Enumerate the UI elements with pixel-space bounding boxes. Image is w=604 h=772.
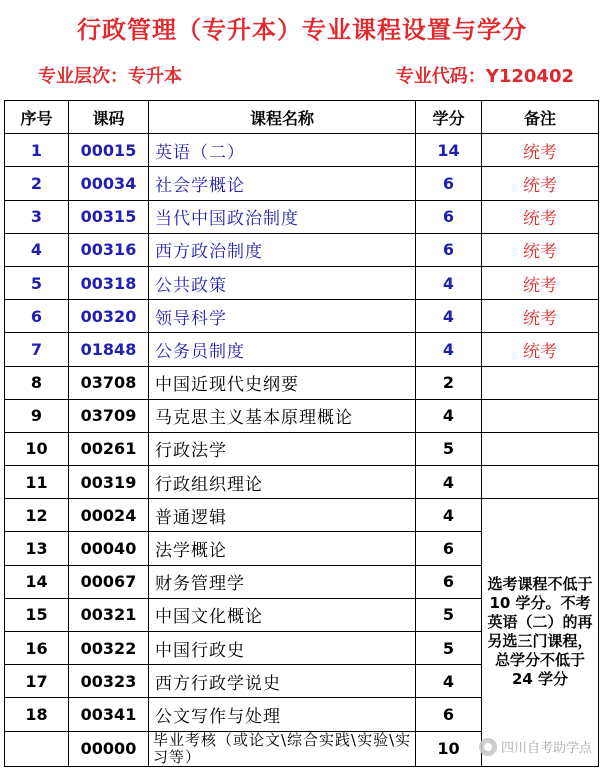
table-row: [5, 466, 599, 499]
watermark: [479, 737, 592, 756]
row-note: [482, 366, 599, 399]
row-credit: 4: [416, 300, 482, 333]
row-credit: 2: [416, 366, 482, 399]
row-note: 统考: [482, 233, 599, 266]
row-credit: 4: [416, 333, 482, 366]
row-name: 中国文化概论: [149, 598, 416, 631]
row-seq: 4: [5, 233, 69, 266]
major-level: 专业层次：专升本: [38, 66, 182, 87]
row-seq: 16: [5, 632, 69, 665]
row-credit: 5: [416, 632, 482, 665]
row-name: 公务员制度: [149, 333, 416, 366]
row-code: 00322: [69, 632, 149, 665]
row-code: 00315: [69, 200, 149, 233]
row-name: 法学概论: [149, 532, 416, 565]
row-seq: 7: [5, 333, 69, 366]
row-credit: 4: [416, 665, 482, 698]
row-name: 西方政治制度: [149, 233, 416, 266]
row-name: 当代中国政治制度: [149, 200, 416, 233]
wechat-icon: [479, 738, 497, 756]
row-name: 行政组织理论: [149, 466, 416, 499]
row-name: 公共政策: [149, 266, 416, 299]
row-name: 英语（二）: [149, 134, 416, 167]
course-table: [4, 100, 599, 767]
row-code: 00319: [69, 466, 149, 499]
row-code: 00040: [69, 532, 149, 565]
table-row: [5, 167, 599, 200]
row-code: 03708: [69, 366, 149, 399]
row-name: 社会学概论: [149, 167, 416, 200]
row-credit: 4: [416, 499, 482, 532]
table-row: [5, 499, 599, 532]
row-code: 00067: [69, 565, 149, 598]
row-code: 00024: [69, 499, 149, 532]
row-seq: 10: [5, 432, 69, 465]
row-seq: 17: [5, 665, 69, 698]
row-name: 普通逻辑: [149, 499, 416, 532]
row-code: 00034: [69, 167, 149, 200]
row-seq: 9: [5, 399, 69, 432]
row-code: 00341: [69, 698, 149, 731]
row-seq: 6: [5, 300, 69, 333]
header-name: 课程名称: [149, 101, 416, 134]
row-name: 中国近现代史纲要: [149, 366, 416, 399]
table-row: [5, 333, 599, 366]
row-code: 03709: [69, 399, 149, 432]
row-name: 行政法学: [149, 432, 416, 465]
row-code: 01848: [69, 333, 149, 366]
row-seq: [5, 731, 69, 766]
row-code: 00261: [69, 432, 149, 465]
header-seq: 序号: [5, 101, 69, 134]
row-credit: 4: [416, 466, 482, 499]
table-row: [5, 233, 599, 266]
row-note: [482, 432, 599, 465]
row-name: 马克思主义基本原理概论: [149, 399, 416, 432]
row-note: 统考: [482, 333, 599, 366]
table-row: [5, 432, 599, 465]
row-note: [482, 399, 599, 432]
row-code: 00316: [69, 233, 149, 266]
row-credit: 5: [416, 598, 482, 631]
watermark-text: 四川自考助学点: [500, 741, 592, 756]
row-credit: 6: [416, 233, 482, 266]
page-title: 行政管理（专升本）专业课程设置与学分: [77, 16, 527, 44]
table-header-row: [5, 101, 599, 134]
row-credit: 5: [416, 432, 482, 465]
header-code: 课码: [69, 101, 149, 134]
row-note: 统考: [482, 266, 599, 299]
table-row: [5, 300, 599, 333]
row-note: 统考: [482, 134, 599, 167]
row-code: 00318: [69, 266, 149, 299]
row-name: 西方行政学说史: [149, 665, 416, 698]
row-credit: 4: [416, 399, 482, 432]
table-row: [5, 266, 599, 299]
row-code: 00320: [69, 300, 149, 333]
row-seq: 12: [5, 499, 69, 532]
major-code: 专业代码：Y120402: [395, 66, 574, 87]
row-name: 中国行政史: [149, 632, 416, 665]
row-name: 公文写作与处理: [149, 698, 416, 731]
row-seq: 1: [5, 134, 69, 167]
table-row: [5, 399, 599, 432]
row-seq: 15: [5, 598, 69, 631]
row-credit: 6: [416, 532, 482, 565]
table-row: [5, 134, 599, 167]
row-seq: 3: [5, 200, 69, 233]
row-code: 00000: [69, 731, 149, 766]
row-credit: 6: [416, 167, 482, 200]
row-seq: 8: [5, 366, 69, 399]
row-note: 统考: [482, 200, 599, 233]
row-seq: 11: [5, 466, 69, 499]
row-name: 毕业考核（或论文\综合实践\实验\实习等）: [149, 731, 416, 766]
row-code: 00323: [69, 665, 149, 698]
table-row: [5, 200, 599, 233]
row-name: 领导科学: [149, 300, 416, 333]
row-credit: 6: [416, 565, 482, 598]
row-code: 00015: [69, 134, 149, 167]
row-seq: 5: [5, 266, 69, 299]
header-note: 备注: [482, 101, 599, 134]
row-credit: 6: [416, 698, 482, 731]
row-credit: 10: [416, 731, 482, 766]
header-credit: 学分: [416, 101, 482, 134]
row-seq: 14: [5, 565, 69, 598]
row-seq: 18: [5, 698, 69, 731]
row-credit: 4: [416, 266, 482, 299]
row-note: [482, 466, 599, 499]
row-seq: 2: [5, 167, 69, 200]
row-seq: 13: [5, 532, 69, 565]
row-credit: 6: [416, 200, 482, 233]
row-code: 00321: [69, 598, 149, 631]
row-note: 统考: [482, 167, 599, 200]
table-row: [5, 366, 599, 399]
elective-note: 选考课程不低于 10 学分。不考英语（二）的再另选三门课程，总学分不低于 24 学分: [482, 499, 599, 766]
row-note: 统考: [482, 300, 599, 333]
row-name: 财务管理学: [149, 565, 416, 598]
row-credit: 14: [416, 134, 482, 167]
